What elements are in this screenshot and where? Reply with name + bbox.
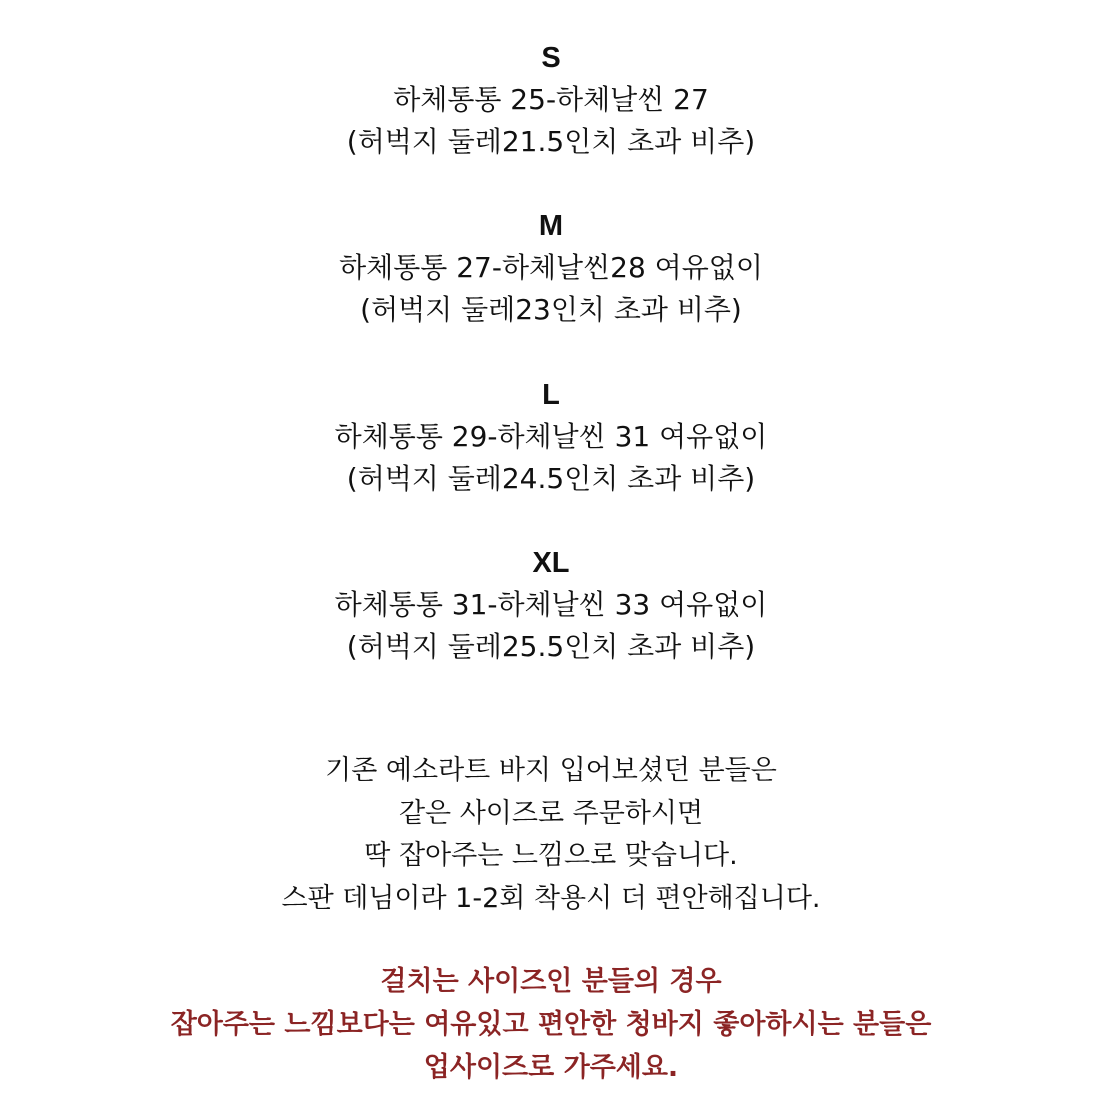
size-l-fit: 하체통통 29-하체날씬 31 여유없이 (334, 420, 768, 453)
warning-line: 잡아주는 느낌보다는 여유있고 편안한 청바지 좋아하시는 분들은 (170, 1009, 932, 1040)
warning-line: 업사이즈로 가주세요. (423, 1052, 679, 1083)
size-m-title: M (538, 210, 564, 242)
warning-line: 걸치는 사이즈인 분들의 경우 (380, 966, 722, 997)
size-xl-section (0, 542, 1102, 668)
size-l-title: L (542, 379, 560, 411)
note-line: 스판 데님이라 1-2회 착용시 더 편안해집니다. (281, 882, 821, 914)
size-xl-thigh: (허벅지 둘레25.5인치 초과 비추) (346, 630, 756, 663)
note-line: 같은 사이즈로 주문하시면 (398, 797, 704, 829)
size-m-fit: 하체통통 27-하체날씬28 여유없이 (339, 251, 763, 284)
note-line: 기존 예소라트 바지 입어보셨던 분들은 (325, 755, 777, 786)
size-m-thigh: (허벅지 둘레23인치 초과 비추) (360, 293, 742, 326)
size-m-section (0, 205, 1102, 331)
fit-notes (0, 750, 1102, 920)
size-s-title: S (541, 42, 561, 74)
upsize-warning (0, 960, 1102, 1089)
size-l-section (0, 374, 1102, 500)
size-s-thigh: (허벅지 둘레21.5인치 초과 비추) (346, 125, 756, 158)
size-s-fit: 하체통통 25-하체날씬 27 (393, 83, 709, 116)
size-xl-title: XL (532, 547, 570, 579)
size-l-thigh: (허벅지 둘레24.5인치 초과 비추) (346, 462, 756, 495)
note-line: 딱 잡아주는 느낌으로 맞습니다. (364, 840, 738, 871)
size-xl-fit: 하체통통 31-하체날씬 33 여유없이 (334, 588, 768, 621)
size-s-section (0, 37, 1102, 163)
